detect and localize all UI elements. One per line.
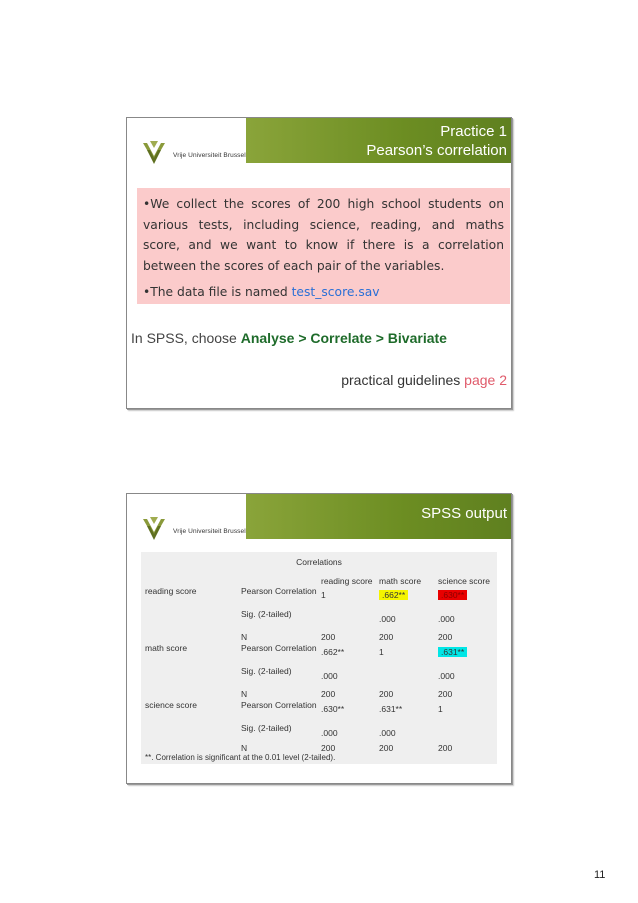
table-cell: 200 [321, 743, 336, 753]
col-header: reading score [321, 576, 373, 586]
guidelines-reference [341, 372, 507, 388]
row-statistic: Sig. (2-tailed) [241, 609, 292, 619]
university-name: Vrije Universiteit Brussel [173, 152, 246, 159]
table-cell: 200 [438, 743, 453, 753]
title-banner [246, 118, 511, 163]
table-cell: 1 [438, 704, 443, 714]
university-logo [137, 140, 257, 174]
table-cell: .000 [321, 728, 338, 738]
table-cell: 1 [379, 647, 384, 657]
row-statistic: Pearson Correlation [241, 643, 317, 653]
university-name: Vrije Universiteit Brussel [173, 528, 246, 535]
row-statistic: Sig. (2-tailed) [241, 723, 292, 733]
row-statistic: N [241, 743, 248, 753]
spss-instruction-prefix: In SPSS, choose [131, 330, 241, 346]
row-variable: science score [145, 700, 197, 710]
slide-title-line1: Practice 1 [440, 123, 507, 140]
guidelines-text: practical guidelines [341, 372, 465, 388]
data-file-label: •The data file is named [143, 285, 292, 299]
highlighted-value: .631** [438, 647, 467, 657]
row-statistic: Pearson Correlation [241, 700, 317, 710]
table-cell [438, 590, 467, 600]
highlighted-value: .662** [379, 590, 408, 600]
table-cell: .000 [321, 671, 338, 681]
table-cell: 200 [379, 743, 394, 753]
spss-instruction [131, 330, 447, 346]
guidelines-page: page 2 [464, 372, 507, 388]
slide-practice-1 [126, 117, 512, 409]
highlighted-value: .630** [438, 590, 467, 600]
row-statistic: N [241, 689, 248, 699]
data-file-name: test_score.sav [291, 285, 380, 299]
table-cell: .000 [438, 671, 455, 681]
bullet-data-file [143, 282, 504, 303]
university-logo [137, 516, 257, 550]
table-cell: 200 [379, 689, 394, 699]
table-cell [379, 590, 408, 600]
spss-menu-path: Analyse > Correlate > Bivariate [240, 330, 447, 346]
row-variable: math score [145, 643, 188, 653]
table-cell: .662** [321, 647, 345, 657]
table-footnote: **. Correlation is significant at the 0.01 level (2-tailed). [145, 753, 336, 762]
row-statistic: N [241, 632, 248, 642]
row-statistic: Sig. (2-tailed) [241, 666, 292, 676]
slide-spss-output [126, 493, 512, 784]
title-banner [246, 494, 511, 539]
col-header: math score [379, 576, 422, 586]
page-number: 11 [594, 869, 606, 881]
row-variable: reading score [145, 586, 197, 596]
table-cell: 200 [379, 632, 394, 642]
slide-title: SPSS output [421, 505, 507, 522]
table-cell: 200 [438, 632, 453, 642]
table-cell: .000 [438, 614, 455, 624]
correlations-table [141, 552, 497, 764]
bullet-description: •We collect the scores of 200 high school students on various tests, including science, reading, and maths score, and we want to know if there is a correlation between the scores of each pair of the variables. [143, 197, 504, 273]
row-statistic: Pearson Correlation [241, 586, 317, 596]
table-cell: 200 [438, 689, 453, 699]
col-header: science score [438, 576, 490, 586]
table-title: Correlations [296, 557, 342, 567]
table-cell: 200 [321, 632, 336, 642]
table-cell: .631** [379, 704, 403, 714]
table-cell: 200 [321, 689, 336, 699]
vub-logo-icon [141, 516, 167, 544]
slide-title-line2: Pearson’s correlation [366, 142, 507, 159]
table-cell: 1 [321, 590, 326, 600]
table-cell: .000 [379, 728, 396, 738]
description-box [137, 188, 510, 304]
table-cell: .000 [379, 614, 396, 624]
table-cell [438, 647, 467, 657]
vub-logo-icon [141, 140, 167, 168]
table-cell: .630** [321, 704, 345, 714]
